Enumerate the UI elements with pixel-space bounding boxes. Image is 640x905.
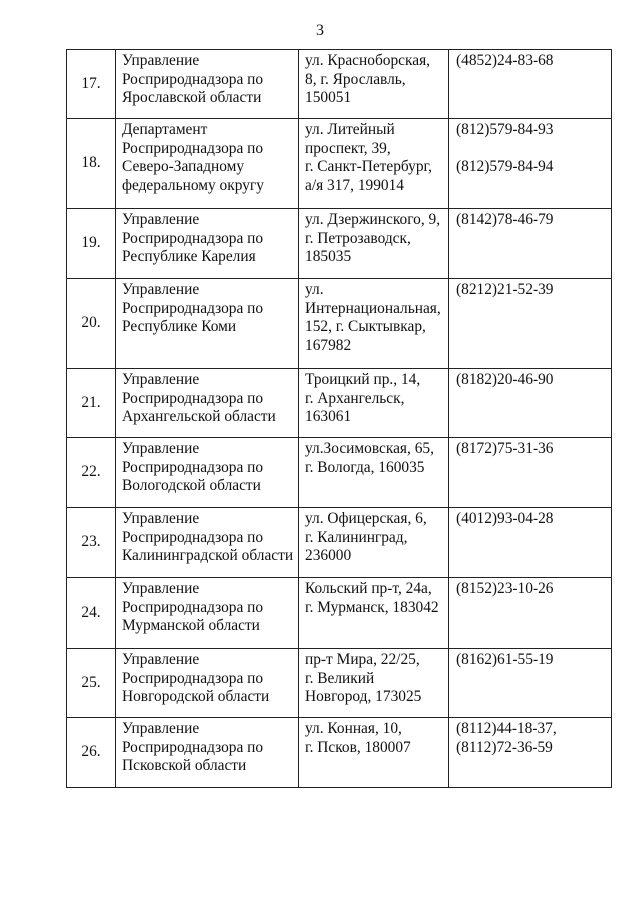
address-line: Интернациональная,: [305, 299, 441, 317]
organization-phone: [449, 50, 612, 119]
name-line: Новгородской области: [122, 688, 270, 705]
address-line: ул. Офицерская, 6,: [305, 510, 427, 527]
organization-name: [116, 119, 299, 209]
name-line: Росприроднадзора по: [122, 139, 264, 157]
organizations-table: [66, 49, 612, 788]
address-line: проспект, 39,: [305, 139, 391, 157]
address-line: Кольский пр-т, 24а,: [305, 580, 432, 597]
address-line: а/я 317, 199014: [305, 176, 404, 194]
organization-address: [299, 369, 449, 438]
address-line: 152, г. Сыктывкар,: [305, 318, 426, 335]
name-line: Калининградской области: [122, 547, 294, 564]
organization-address: [299, 649, 449, 718]
phone-line: (8162)61-55-19: [456, 651, 554, 668]
phone-gap: [456, 140, 607, 158]
table-row: [67, 438, 612, 508]
name-line: Архангельской области: [122, 408, 276, 425]
name-line: Мурманской области: [122, 617, 260, 634]
organization-name: [116, 50, 299, 119]
organization-phone: [449, 279, 612, 369]
name-line: Управление: [122, 52, 200, 69]
organization-name: [116, 369, 299, 438]
table-row: [67, 718, 612, 788]
name-line: Управление: [122, 211, 200, 228]
phone-line: (8212)21-52-39: [456, 281, 554, 298]
address-line: 8, г. Ярославль,: [305, 70, 406, 88]
organization-phone: [449, 209, 612, 279]
phone-line: (812)579-84-93: [456, 121, 554, 138]
phone-line: (8112)72-36-59: [456, 738, 553, 756]
address-line: г. Петрозаводск,: [305, 229, 411, 247]
row-number: 26.: [67, 718, 116, 788]
table-row: [67, 649, 612, 718]
address-line: г. Санкт-Петербург,: [305, 158, 432, 175]
row-number: 17.: [67, 50, 116, 119]
phone-line: (4852)24-83-68: [456, 52, 554, 69]
address-line: ул.: [305, 281, 324, 298]
name-line: Росприроднадзора по: [122, 528, 264, 546]
table-row: [67, 508, 612, 578]
address-line: 185035: [305, 248, 352, 265]
name-line: Росприроднадзора по: [122, 598, 264, 616]
address-line: Новгород, 173025: [305, 688, 422, 705]
address-line: 163061: [305, 408, 352, 425]
address-line: г. Калининград,: [305, 528, 408, 546]
organization-address: [299, 50, 449, 119]
row-number: 21.: [67, 369, 116, 438]
name-line: Управление: [122, 651, 200, 668]
row-number: 25.: [67, 649, 116, 718]
table-row: [67, 578, 612, 649]
row-number: 22.: [67, 438, 116, 508]
name-line: Управление: [122, 580, 200, 597]
name-line: федеральному округу: [122, 176, 264, 194]
address-line: ул.Зосимовская, 65,: [305, 440, 434, 457]
address-line: г. Великий: [305, 669, 375, 687]
name-line: Управление: [122, 371, 200, 388]
name-line: Управление: [122, 720, 200, 737]
row-number: 18.: [67, 119, 116, 209]
organization-name: [116, 279, 299, 369]
organization-phone: [449, 718, 612, 788]
organization-address: [299, 279, 449, 369]
name-line: Росприроднадзора по: [122, 738, 264, 756]
name-line: Северо-Западному: [122, 158, 245, 175]
row-number: 23.: [67, 508, 116, 578]
address-line: 150051: [305, 89, 352, 106]
organization-name: [116, 578, 299, 649]
address-line: ул. Литейный: [305, 121, 395, 138]
organization-address: [299, 718, 449, 788]
name-line: Росприроднадзора по: [122, 389, 264, 407]
address-line: Троицкий пр., 14,: [305, 371, 421, 388]
address-line: пр-т Мира, 22/25,: [305, 651, 420, 668]
organizations-table-body: [67, 50, 612, 788]
page-number: 3: [316, 22, 324, 39]
organization-phone: [449, 438, 612, 508]
table-row: [67, 369, 612, 438]
address-line: 167982: [305, 336, 352, 354]
organization-address: [299, 119, 449, 209]
phone-line: (8142)78-46-79: [456, 211, 554, 228]
phone-line: (8112)44-18-37,: [456, 720, 557, 737]
address-line: ул. Дзержинского, 9,: [305, 211, 441, 228]
name-line: Росприроднадзора по: [122, 458, 264, 476]
name-line: Республике Карелия: [122, 248, 256, 265]
phone-line: (812)579-84-94: [456, 157, 554, 175]
table-row: [67, 279, 612, 369]
name-line: Росприроднадзора по: [122, 299, 264, 317]
address-line: ул. Красноборская,: [305, 52, 431, 69]
address-line: г. Мурманск, 183042: [305, 598, 439, 616]
name-line: Росприроднадзора по: [122, 669, 264, 687]
organization-address: [299, 508, 449, 578]
organization-name: [116, 209, 299, 279]
name-line: Управление: [122, 281, 200, 298]
name-line: Псковской области: [122, 757, 247, 774]
row-number: 20.: [67, 279, 116, 369]
name-line: Росприроднадзора по: [122, 229, 264, 247]
address-line: г. Архангельск,: [305, 389, 405, 407]
name-line: Республике Коми: [122, 318, 237, 335]
address-line: 236000: [305, 547, 352, 564]
row-number: 19.: [67, 209, 116, 279]
phone-line: (8152)23-10-26: [456, 580, 554, 597]
organization-name: [116, 438, 299, 508]
organization-address: [299, 578, 449, 649]
row-number: 24.: [67, 578, 116, 649]
organization-phone: [449, 649, 612, 718]
organization-name: [116, 508, 299, 578]
table-row: [67, 50, 612, 119]
organization-name: [116, 718, 299, 788]
name-line: Вологодской области: [122, 477, 261, 494]
organization-address: [299, 209, 449, 279]
phone-line: (4012)93-04-28: [456, 510, 554, 527]
phone-line: (8172)75-31-36: [456, 440, 554, 457]
name-line: Управление: [122, 440, 200, 457]
phone-line: (8182)20-46-90: [456, 371, 554, 388]
organization-phone: [449, 578, 612, 649]
name-line: Департамент: [122, 121, 208, 138]
organization-phone: [449, 508, 612, 578]
organization-name: [116, 649, 299, 718]
address-line: ул. Конная, 10,: [305, 720, 402, 737]
table-row: [67, 119, 612, 209]
organization-address: [299, 438, 449, 508]
name-line: Управление: [122, 510, 200, 527]
name-line: Росприроднадзора по: [122, 70, 264, 88]
name-line: Ярославской области: [122, 89, 262, 106]
table-row: [67, 209, 612, 279]
organization-phone: [449, 369, 612, 438]
organization-phone: [449, 119, 612, 209]
address-line: г. Псков, 180007: [305, 738, 411, 756]
address-line: г. Вологда, 160035: [305, 458, 425, 476]
